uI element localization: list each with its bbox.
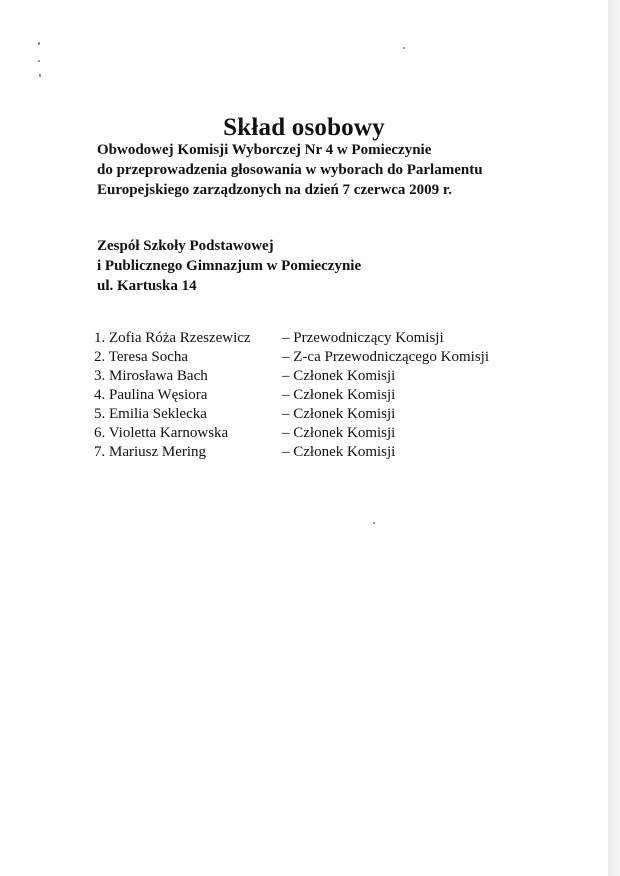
member-row [94,443,489,462]
document-title: Skład osobowy [223,114,385,141]
scan-page-edge [608,0,620,876]
venue-line: Zespół Szkoły Podstawowej [97,238,274,254]
member-name: 2. Teresa Socha [94,349,189,365]
scan-speck [403,47,405,49]
member-name: 4. Paulina Węsiora [94,387,208,403]
member-role: – Członek Komisji [282,406,396,422]
venue-line: ul. Kartuska 14 [97,278,197,294]
member-name: 3. Mirosława Bach [94,368,208,384]
member-name: 1. Zofia Róża Rzeszewicz [94,330,251,346]
scan-speck [38,60,40,62]
member-row [94,367,489,386]
member-row [94,348,489,367]
member-role: – Członek Komisji [282,387,396,403]
subtitle-line: do przeprowadzenia głosowania w wyborach do Parlamentu [97,162,483,178]
scan-speck [373,522,375,524]
member-list [94,329,489,462]
member-role: – Członek Komisji [282,368,396,384]
member-role: – Przewodniczący Komisji [282,330,444,346]
subtitle-line: Europejskiego zarządzonych na dzień 7 czerwca 2009 r. [97,182,452,198]
member-row [94,424,489,443]
scan-speck [39,74,41,77]
member-role: – Członek Komisji [282,444,396,460]
member-role: – Członek Komisji [282,425,396,441]
member-row [94,386,489,405]
member-name: 6. Violetta Karnowska [94,425,229,441]
member-name: 7. Mariusz Mering [94,444,207,460]
member-row [94,329,489,348]
subtitle-line: Obwodowej Komisji Wyborczej Nr 4 w Pomieczynie [97,142,432,158]
document-subtitle [97,140,483,200]
venue-line: i Publicznego Gimnazjum w Pomieczynie [97,258,362,274]
scan-speck [38,42,40,45]
member-row [94,405,489,424]
member-role: – Z-ca Przewodniczącego Komisji [282,349,490,365]
venue-address [97,236,361,296]
member-name: 5. Emilia Seklecka [94,406,207,422]
